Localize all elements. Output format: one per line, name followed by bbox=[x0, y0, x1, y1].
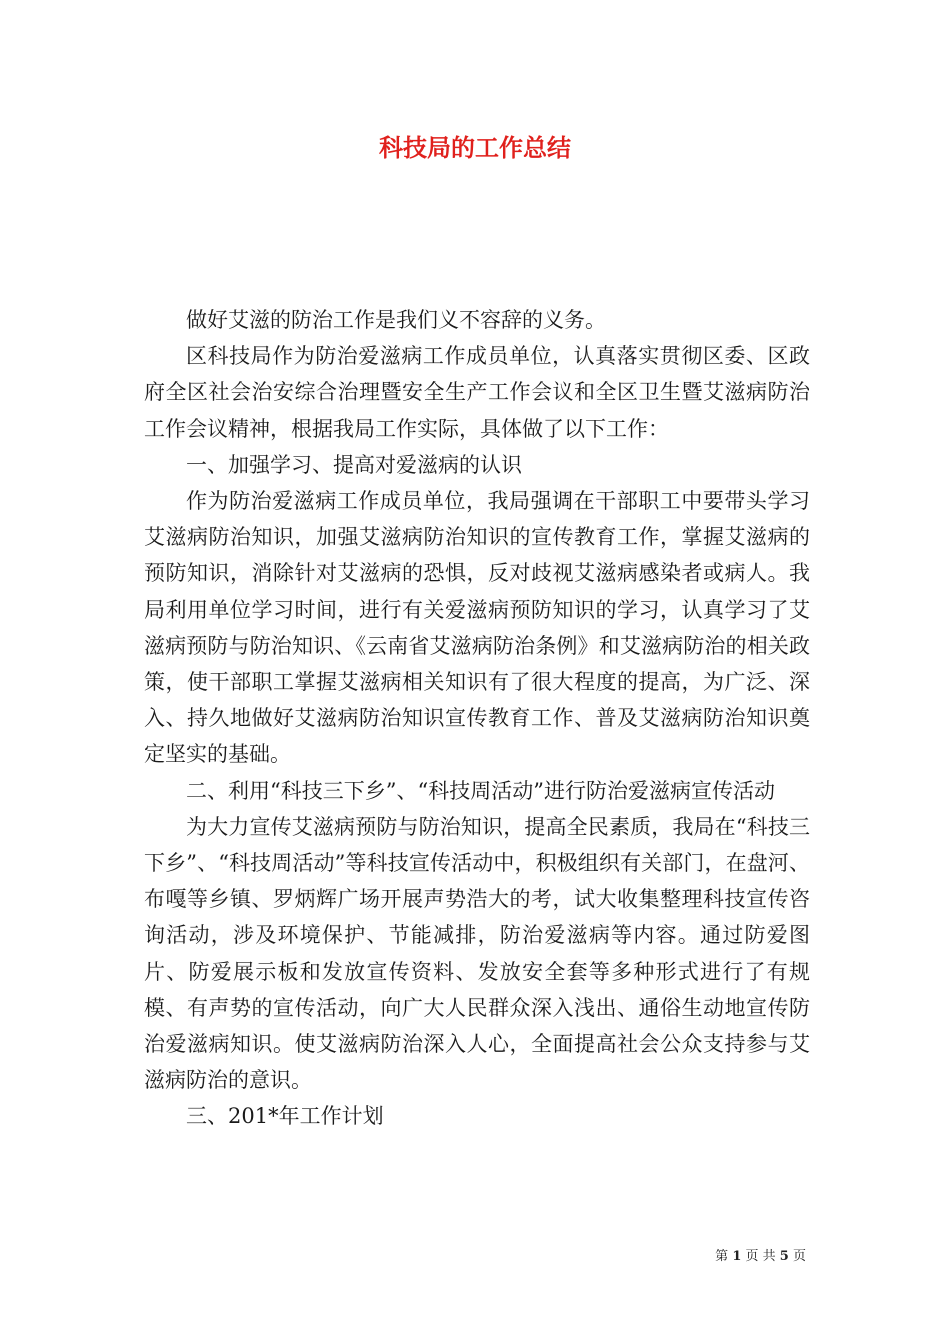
section-heading: 三、201*年工作计划 bbox=[186, 1104, 384, 1129]
paragraph: 为大力宣传艾滋病预防与防治知识，提高全民素质，我局在“科技三下乡”、“科技周活动”等科技宣传活动中，积极组织有关部门，在盘河、布嘎等乡镇、罗炳辉广场开展声势浩大的考，试大收集整理科技宣传咨询活动，涉及环境保护、节能减排，防治爱滋病等内容。通过防爱图片、防爱展示板和发放宣传资料、发放安全套等多种形式进行了有规模、有声势的宣传活动，向广大人民群众深入浅出、通俗生动地宣传防治爱滋病知识。使艾滋病防治深入人心，全面提高社会公众支持参与艾滋病防治的意识。 bbox=[144, 814, 810, 1093]
paragraph: 做好艾滋的防治工作是我们义不容辞的义务。 bbox=[186, 308, 606, 332]
section-heading: 二、利用“科技三下乡”、“科技周活动”进行防治爱滋病宣传活动 bbox=[186, 778, 775, 803]
current-page-number: 1 bbox=[732, 1249, 742, 1264]
paragraph: 作为防治爱滋病工作成员单位，我局强调在干部职工中要带头学习艾滋病防治知识，加强艾滋病防治知识的宣传教育工作，掌握艾滋病的预防知识，消除针对艾滋病的恐惧，反对歧视艾滋病感染者或病人。我局利用单位学习时间，进行有关爱滋病预防知识的学习，认真学习了艾滋病预防与防治知识、《云南省艾滋病防治条例》和艾滋病防治的相关政策，使干部职工掌握艾滋病相关知识有了很大程度的提高，为广泛、深入、持久地做好艾滋病防治知识宣传教育工作、普及艾滋病防治知识奠定坚实的基础。 bbox=[144, 489, 810, 767]
paragraph: 区科技局作为防治爱滋病工作成员单位，认真落实贯彻区委、区政府全区社会治安综合治理暨安全生产工作会议和全区卫生暨艾滋病防治工作会议精神，根据我局工作实际，具体做了以下工作： bbox=[144, 344, 810, 441]
page-number-footer bbox=[715, 1248, 806, 1266]
document-title: 科技局的工作总结 bbox=[379, 134, 571, 162]
footer-suffix: 页 bbox=[792, 1249, 806, 1264]
section-heading: 一、加强学习、提高对爱滋病的认识 bbox=[186, 452, 522, 477]
footer-middle: 页 共 bbox=[745, 1249, 776, 1264]
footer-prefix: 第 bbox=[715, 1249, 729, 1264]
document-body bbox=[144, 302, 810, 1135]
total-page-number: 5 bbox=[779, 1249, 789, 1264]
